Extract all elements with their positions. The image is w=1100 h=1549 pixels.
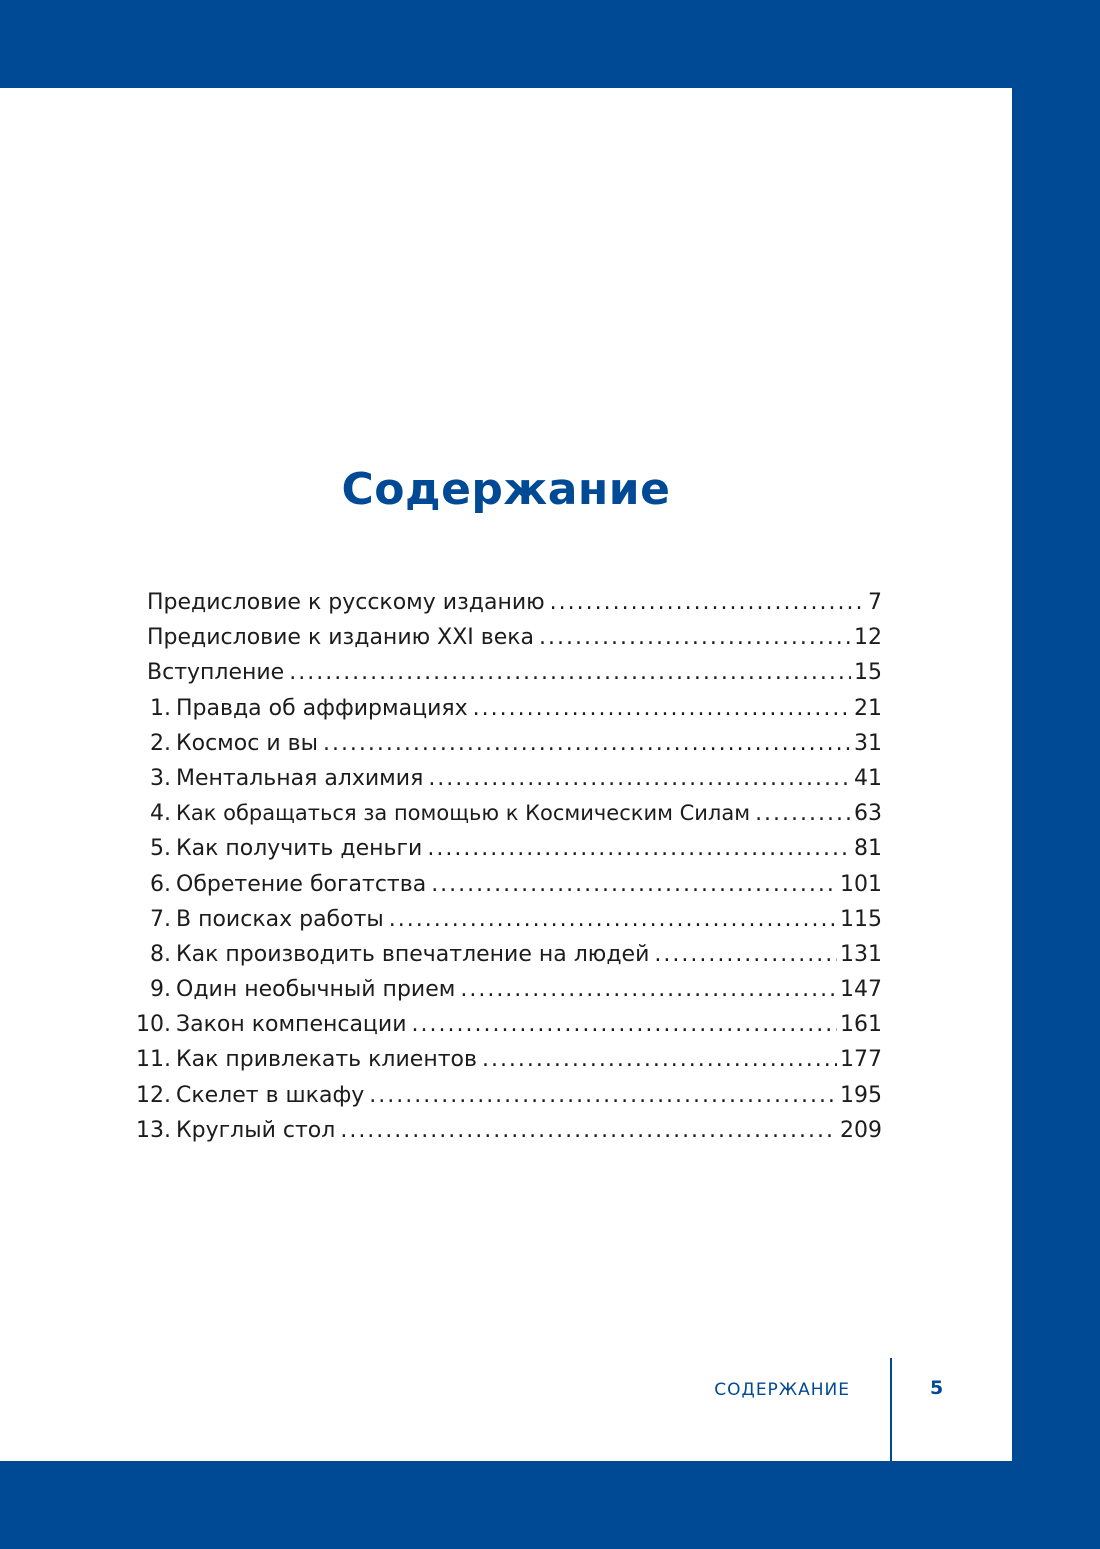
toc-entry-title: Один необычный прием: [176, 977, 456, 1003]
toc-entry-page: 115: [840, 906, 882, 932]
toc-dot-leader: [460, 972, 837, 1007]
running-footer-section: СОДЕРЖАНИЕ: [714, 1380, 850, 1400]
toc-entry-title: Вступление: [147, 660, 285, 686]
toc-dot-leader: [550, 585, 865, 620]
toc-entry-number: 7.: [150, 906, 171, 932]
toc-entry-number: 8.: [150, 941, 171, 967]
toc-entry-title: Предисловие к русскому изданию: [147, 590, 545, 615]
toc-entry-number: 13.: [136, 1117, 171, 1143]
toc-entry-title: В поисках работы: [176, 906, 384, 932]
toc-dot-leader: [755, 796, 851, 831]
toc-entry-title: Круглый стол: [176, 1117, 336, 1143]
toc-entry-number: 4.: [150, 801, 171, 827]
toc-entry: [130, 972, 882, 1007]
toc-entry-page: 7: [868, 590, 882, 615]
toc-entry-page: 195: [840, 1082, 882, 1108]
toc-entry: [130, 1007, 882, 1042]
toc-entry-page: 81: [854, 836, 882, 862]
toc-dot-leader: [654, 937, 837, 972]
toc-entry: [130, 1113, 882, 1148]
toc-entry-title: Как производить впечатление на людей: [176, 941, 650, 967]
toc-entry-number: 1.: [150, 695, 171, 721]
toc-entry-page: 147: [840, 977, 882, 1003]
toc-entry-title: Космос и вы: [176, 730, 318, 756]
toc-entry-title: Ментальная алхимия: [176, 765, 424, 791]
toc-dot-leader: [323, 726, 851, 761]
toc-entry: [130, 796, 882, 831]
toc-entry-title: Как обращаться за помощью к Космическим Силам: [176, 801, 751, 826]
toc-entry-number: 11.: [136, 1047, 171, 1073]
toc-entry: [130, 691, 882, 726]
toc-entry-page: 101: [840, 871, 882, 897]
page-number: 5: [930, 1377, 944, 1399]
toc-entry-number: 2.: [150, 730, 171, 756]
toc-entry-number: 6.: [150, 871, 171, 897]
toc-dot-leader: [427, 831, 851, 866]
table-of-contents: [130, 585, 882, 1148]
toc-entry-number: 3.: [150, 765, 171, 791]
toc-entry-page: 21: [854, 695, 882, 721]
toc-entry: [130, 1078, 882, 1113]
toc-entry-title: Предисловие к изданию XXI века: [147, 625, 535, 651]
toc-entry: [130, 726, 882, 761]
toc-entry-title: Как привлекать клиентов: [176, 1047, 477, 1073]
page: [0, 88, 1012, 1461]
toc-entry-page: 12: [854, 625, 882, 651]
toc-entry: [130, 902, 882, 937]
toc-dot-leader: [389, 902, 837, 937]
footer-divider: [890, 1358, 892, 1461]
toc-entry-title: Скелет в шкафу: [176, 1082, 365, 1108]
toc-entry-number: 5.: [150, 836, 171, 862]
toc-entry-title: Закон компенсации: [176, 1012, 407, 1038]
toc-entry: [130, 1042, 882, 1077]
toc-dot-leader: [428, 761, 851, 796]
toc-dot-leader: [431, 867, 837, 902]
toc-dot-leader: [369, 1078, 837, 1113]
toc-dot-leader: [473, 691, 851, 726]
toc-entry-title: Правда об аффирмациях: [176, 695, 468, 721]
toc-dot-leader: [539, 620, 851, 655]
toc-entry-page: 31: [854, 730, 882, 756]
toc-entry-number: 9.: [150, 977, 171, 1003]
toc-entry-title: Как получить деньги: [176, 836, 423, 862]
toc-entry-number: 12.: [136, 1082, 171, 1108]
toc-entry: [130, 761, 882, 796]
toc-entry: [130, 620, 882, 655]
toc-entry-page: 15: [854, 660, 882, 686]
toc-entry: [130, 937, 882, 972]
toc-entry-page: 177: [840, 1047, 882, 1073]
toc-entry-title: Обретение богатства: [176, 871, 427, 897]
page-title: Содержание: [341, 464, 671, 516]
toc-entry: [130, 655, 882, 690]
toc-entry-page: 131: [840, 941, 882, 967]
toc-entry-page: 41: [854, 765, 882, 791]
toc-dot-leader: [412, 1007, 837, 1042]
toc-dot-leader: [482, 1042, 837, 1077]
toc-entry: [130, 585, 882, 620]
toc-entry-page: 209: [840, 1117, 882, 1143]
toc-entry-number: 10.: [136, 1012, 171, 1038]
toc-entry-page: 63: [854, 801, 882, 827]
toc-entry-page: 161: [840, 1012, 882, 1038]
toc-entry: [130, 831, 882, 866]
toc-dot-leader: [340, 1113, 837, 1148]
toc-dot-leader: [289, 655, 851, 690]
toc-entry: [130, 867, 882, 902]
